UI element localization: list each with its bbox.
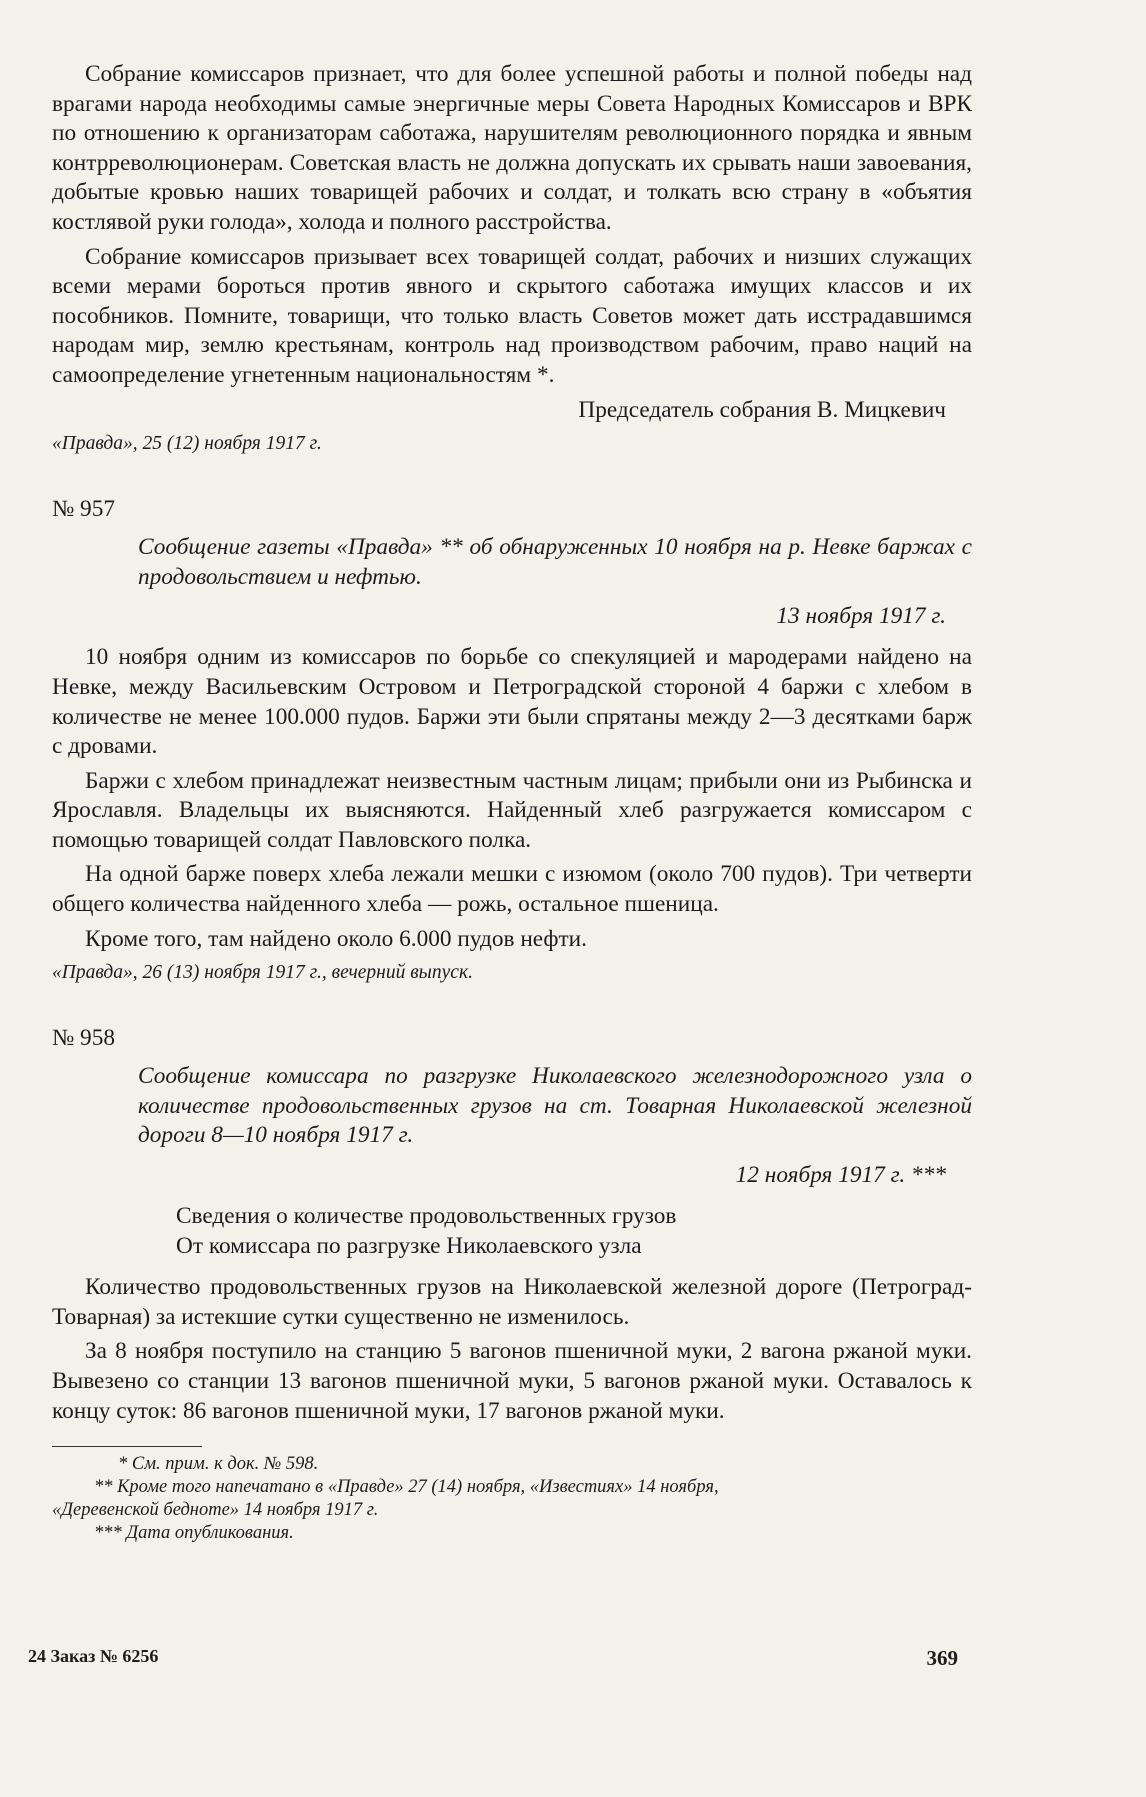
- document-number: № 958: [52, 1025, 115, 1052]
- document-958: [52, 1024, 972, 1426]
- page-body: [52, 60, 972, 1545]
- footnote: * См. прим. к док. № 598.: [118, 1454, 319, 1475]
- paragraph: Количество продовольственных грузов на Николаевской железной дороге (Петроград-Товарная) за истекшие сутки существенно не изменилось.: [52, 1274, 972, 1330]
- paragraph: Баржи с хлебом принадлежат неизвестным частным лицам; прибыли они из Рыбинска и Ярославля. Владельцы их выясняются. Найденный хлеб разгружается комиссаром с помощью товарищей солдат Павловского полка.: [52, 767, 972, 853]
- footnotes: [52, 1446, 972, 1545]
- section-subheading: От комиссара по разгрузке Николаевского узла: [176, 1232, 642, 1259]
- footnote-continuation: «Деревенской бедноте» 14 ноября 1917 г.: [52, 1500, 379, 1521]
- document-date: 12 ноября 1917 г. ***: [735, 1162, 946, 1189]
- document-date: 13 ноября 1917 г.: [776, 603, 946, 630]
- document-title: Сообщение комиссара по разгрузке Николаевского железнодорожного узла о количестве продовольственных грузов на ст. Товарная Николаевской железной дороги 8—10 ноября 1917 г.: [138, 1063, 972, 1149]
- paragraph: Кроме того, там найдено около 6.000 пудов нефти.: [85, 925, 587, 952]
- prev-document-text: [52, 60, 972, 457]
- signature: Председатель собрания В. Мицкевич: [578, 396, 946, 423]
- source-citation: «Правда», 26 (13) ноября 1917 г., вечерний выпуск.: [52, 962, 473, 984]
- document-number: № 957: [52, 496, 115, 523]
- document-957: [52, 495, 972, 986]
- document-title: Сообщение газеты «Правда» ** об обнаруженных 10 ноября на р. Невке баржах с продовольствием и нефтью.: [138, 534, 972, 590]
- page-footer: [28, 1646, 958, 1676]
- paragraph: На одной барже поверх хлеба лежали мешки с изюмом (около 700 пудов). Три четверти общего количества найденного хлеба — рожь, остальное пшеница.: [52, 861, 972, 918]
- section-heading: Сведения о количестве продовольственных грузов: [176, 1203, 677, 1230]
- footnote: ** Кроме того напечатано в «Правде» 27 (14) ноября, «Известиях» 14 ноября,: [94, 1477, 719, 1498]
- paragraph: За 8 ноября поступило на станцию 5 вагонов пшеничной муки, 2 вагона ржаной муки. Вывезено со станции 13 вагонов пшеничной муки, 5 вагонов ржаной муки. Оставалось к концу суток: 86 вагонов пшеничной муки, 17 вагонов ржаной муки.: [52, 1338, 972, 1424]
- footnote-divider: [52, 1446, 202, 1447]
- paragraph: 10 ноября одним из комиссаров по борьбе со спекуляцией и мародерами найдено на Невке, между Васильевским Островом и Петроградской стороной 4 баржи с хлебом в количестве не менее 100.000 пудов. Баржи эти были спрятаны между 2—3 десятками барж с дровами.: [52, 644, 972, 760]
- page-number: 369: [926, 1646, 958, 1670]
- paragraph: Собрание комиссаров призывает всех товарищей солдат, рабочих и низших служащих всеми мерами бороться против явного и скрытого саботажа имущих классов и их пособников. Помните, товарищи, что только власть Советов может дать исстрадавшимся народам мир, землю крестьянам, контроль над производством рабочим, право наций на самоопределение угнетенным национальностям *.: [52, 243, 972, 388]
- footnote: *** Дата опубликования.: [94, 1523, 294, 1544]
- paragraph: Собрание комиссаров признает, что для более успешной работы и полной победы над врагами народа необходимы самые энергичные меры Совета Народных Комиссаров и ВРК по отношению к организаторам саботажа, нарушителям революционного порядка и явным контрреволюционерам. Советская власть не должна допускать их срывать наши завоевания, добытые кровью наших товарищей рабочих и солдат, и толкать всю страну в «объятия костлявой руки голода», холода и полного расстройства.: [52, 61, 972, 235]
- source-citation: «Правда», 25 (12) ноября 1917 г.: [52, 433, 322, 455]
- printer-signature-mark: 24 Заказ № 6256: [28, 1646, 159, 1666]
